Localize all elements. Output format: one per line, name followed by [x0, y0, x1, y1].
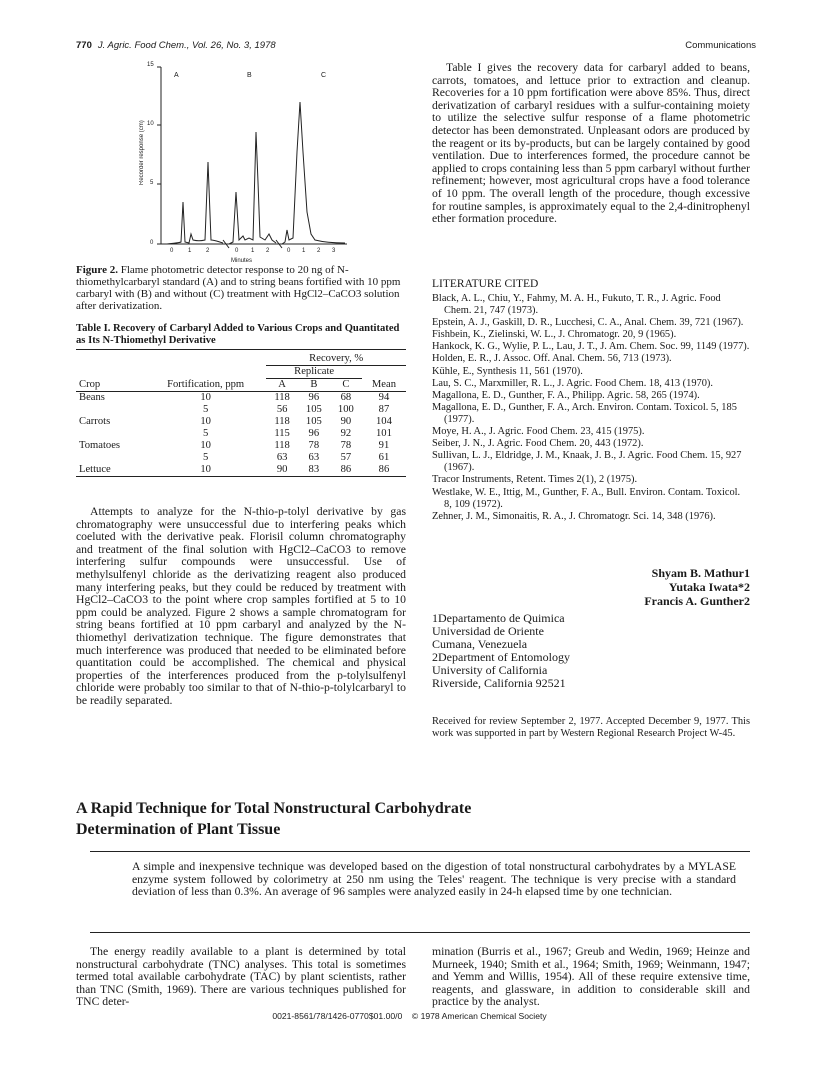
affiliation-line: Universidad de Oriente [432, 624, 544, 638]
table-cell: 118 [274, 392, 290, 403]
table-row [76, 452, 406, 464]
x-tick-label: 1 [302, 248, 306, 254]
table-cell: 90 [340, 416, 352, 427]
table-cell: 61 [378, 452, 390, 463]
paragraph: The energy readily available to a plant is determined by total nonstructural carbohydrate (TNC) analyses. This total is sometimes termed total available carbohydrate (TAC) by plant scientists, rather than TNC (Smith, 1969). There are various techniques published for TNC deter- [76, 945, 406, 1009]
intro-left-text [76, 946, 406, 1009]
table-cell: 92 [340, 428, 352, 439]
trace-label-b: B [247, 72, 252, 79]
table-cell: 105 [305, 404, 322, 415]
table-cell: 86 [378, 464, 390, 475]
table-cell: 10 [200, 416, 211, 427]
author-name: Francis A. Gunther2 [644, 594, 750, 608]
table-row [76, 464, 406, 477]
affiliation-block [432, 612, 682, 690]
reference-item: Magallona, E. D., Gunther, F. A., Arch. Environ. Contam. Toxicol. 5, 185 (1977). [432, 401, 737, 425]
x-tick-label: 1 [251, 248, 255, 254]
table-cell: 87 [378, 404, 390, 415]
table-cell: 63 [276, 452, 288, 463]
figure-caption-text: Flame photometric detector response to 20 ng of N-thiomethylcarbaryl standard (A) and to string beans fortified with 10 ppm carbaryl with (B) and without (C) treatment with HgCl2–CaCO3 solution after derivatization. [76, 264, 401, 312]
table-cell: 118 [274, 440, 290, 451]
table-row [76, 440, 406, 452]
table-row [76, 416, 406, 428]
affiliation-line: Cumana, Venezuela [432, 637, 528, 651]
table-row [76, 404, 406, 416]
table-col-crop: Crop [79, 378, 101, 390]
table-cell: Carrots [79, 416, 111, 427]
reference-item: Zehner, J. M., Simonaitis, R. A., J. Chromatogr. Sci. 14, 348 (1976). [432, 510, 716, 522]
page-number: 770 [76, 40, 92, 51]
table-cell: 101 [375, 428, 392, 439]
table-cell: 104 [375, 416, 392, 427]
left-body-text [76, 506, 406, 708]
figure-caption-label: Figure 2. [76, 264, 118, 276]
table-cell: 96 [308, 428, 320, 439]
table-cell: 68 [340, 392, 352, 403]
right-body-text [432, 62, 750, 226]
paragraph: Attempts to analyze for the N-thio-p-tolyl derivative by gas chromatography were unsuccessful due to interfering peaks which coeluted with the derivative peak. Florisil column chromatography and treatment of the final solution with HgCl2–CaCO3 to remove interfering sulfur compounds were unsuccessful. Use of methylsulfenyl chloride as the derivatizing reagent also produced many interfering peaks, but they could be reduced by treatment with HgCl2–CaCO3 to the point where crop samples fortified at 5 to 10 ppm could be analyzed. Figure 2 shows a sample chromatogram for string beans fortified at 10 ppm carbaryl and analyzed by the N-thiomethyl derivatization technique. The figure demonstrates that much interference was produced that needed to be eliminated before quantitation could be accomplished. The chemical and physical properties of the interferences produced from the p-tolylsulfenyl chloride were probably too similar to that of N-thio-p-tolylcarbaryl to be readily separated. [76, 505, 406, 707]
table-cell: 78 [340, 440, 352, 451]
table-cell: 5 [202, 428, 209, 439]
intro-right-text [432, 946, 750, 1009]
table-col-mean: Mean [371, 378, 396, 390]
y-tick-label: 10 [147, 121, 154, 127]
author-name: Shyam B. Mathur1 [651, 566, 750, 580]
reference-item: Fishbein, K., Zielinski, W. L., J. Chromatogr. 20, 9 (1965). [432, 329, 677, 341]
x-tick-label: 3 [332, 248, 336, 254]
table-cell: 5 [202, 404, 209, 415]
reference-item: Epstein, A. J., Gaskill, D. R., Lucchesi, C. A., Anal. Chem. 39, 721 (1967). [432, 317, 744, 329]
footer-code: 0021-8561/78/1426-0770$01.00/0 [272, 1011, 403, 1021]
table-title: Table I. Recovery of Carbaryl Added to Various Crops and Quantitated as Its N-Thiomethyl Derivative [76, 323, 400, 346]
reference-item: Sullivan, L. J., Eldridge, J. M., Knaak, J. B., J. Agric. Food Chem. 15, 927 (1967). [432, 450, 742, 474]
table-cell: 105 [305, 416, 322, 427]
received-note: Received for review September 2, 1977. Accepted December 9, 1977. This work was supported in part by Western Regional Research Project W-45. [432, 716, 750, 739]
y-tick-label: 15 [147, 62, 154, 68]
table-row [76, 392, 406, 405]
x-tick-label: 0 [287, 248, 291, 254]
table-cell: 56 [276, 404, 288, 415]
trace-label-a: A [174, 72, 179, 79]
reference-list [432, 293, 750, 523]
reference-item: Seiber, J. N., J. Agric. Food Chem. 20, 443 (1972). [432, 438, 644, 450]
table-cell: 100 [337, 404, 354, 415]
chromatogram-plot [135, 62, 365, 272]
table-cell [76, 428, 145, 440]
table-cell [76, 404, 145, 416]
reference-item: Kühle, E., Synthesis 11, 561 (1970). [432, 365, 583, 377]
table-cell: Beans [79, 392, 105, 403]
literature-heading: LITERATURE CITED [432, 278, 539, 290]
y-tick-label: 5 [150, 180, 154, 186]
table-subgroup-header: Replicate [266, 366, 361, 379]
table-cell: 118 [274, 416, 290, 427]
table-cell: 115 [274, 428, 290, 439]
reference-item: Westlake, W. E., Ittig, M., Gunther, F. A., Bull. Environ. Contam. Toxicol. 8, 109 (1972). [432, 486, 741, 510]
table-col-c: C [342, 379, 350, 390]
page-footer [0, 1011, 819, 1021]
article-title-line: A Rapid Technique for Total Nonstructural Carbohydrate [76, 800, 472, 817]
table-cell: Lettuce [79, 464, 111, 475]
table-cell: 94 [378, 392, 390, 403]
figure-caption [76, 264, 404, 312]
reference-item: Moye, H. A., J. Agric. Food Chem. 23, 415 (1975). [432, 426, 645, 438]
table-cell: 10 [200, 464, 211, 475]
table-cell: 5 [202, 452, 209, 463]
reference-item: Lau, S. C., Marxmiller, R. L., J. Agric. Food Chem. 18, 413 (1970). [432, 377, 713, 389]
table-col-fortification: Fortification, ppm [167, 379, 245, 390]
paragraph: mination (Burris et al., 1967; Greub and Wedin, 1969; Heinze and Murneek, 1940; Smith et al., 1964; Smith, 1969; Weinmann, 1947; and Yemm and Willis, 1954). All of these require extensive time, reagents, and glassware, in addition to considerable skill and practice by the analyst. [432, 945, 750, 1009]
table-cell: 86 [340, 464, 352, 475]
table-col-b: B [310, 379, 318, 390]
x-tick-label: 0 [235, 248, 239, 254]
table-col-a: A [278, 379, 286, 390]
article-title-line: Determination of Plant Tissue [76, 821, 281, 838]
affiliation-line: Riverside, California 92521 [432, 676, 566, 690]
table-cell: 63 [308, 452, 320, 463]
table-cell: 10 [200, 440, 211, 451]
table-cell: 10 [200, 392, 211, 403]
journal-citation: J. Agric. Food Chem., Vol. 26, No. 3, 1978 [97, 40, 276, 51]
table-cell: 90 [276, 464, 288, 475]
author-name: Yutaka Iwata*2 [668, 580, 750, 594]
reference-item: Magallona, E. D., Gunther, F. A., Philipp. Agric. 58, 265 (1974). [432, 389, 700, 401]
table-group-header: Recovery, % [266, 353, 406, 366]
section-label: Communications [685, 40, 756, 51]
table-cell: 91 [378, 440, 390, 451]
table-cell: 57 [340, 452, 352, 463]
table-cell: Tomatoes [79, 440, 121, 451]
affiliation-line: 2Department of Entomology [432, 650, 570, 664]
x-tick-label: 0 [170, 248, 174, 254]
reference-item: Tracor Instruments, Retent. Times 2(1), 2 (1975). [432, 474, 638, 486]
affiliation-line: 1Departamento de Quimica [432, 611, 565, 625]
table-cell [76, 452, 145, 464]
table-row [76, 428, 406, 440]
reference-item: Hankock, K. G., Wylie, P. L., Lau, J. T., J. Am. Chem. Soc. 99, 1149 (1977). [432, 341, 750, 353]
trace-a [167, 162, 223, 244]
reference-item: Black, A. L., Chiu, Y., Fahmy, M. A. H., Fukuto, T. R., J. Agric. Food Chem. 21, 747 (1973). [432, 293, 721, 317]
reference-item: Holden, E. R., J. Assoc. Off. Anal. Chem. 56, 713 (1973). [432, 353, 672, 365]
x-tick-label: 2 [317, 248, 321, 254]
table-cell: 83 [308, 464, 320, 475]
trace-label-c: C [321, 72, 327, 79]
chromatogram-figure [135, 62, 365, 272]
table-cell: 96 [308, 392, 320, 403]
table-cell: 78 [308, 440, 320, 451]
y-tick-label: 0 [150, 240, 154, 246]
x-tick-label: 2 [206, 248, 210, 254]
article-title [76, 798, 750, 840]
author-block [560, 566, 750, 608]
trace-b [229, 132, 276, 244]
affiliation-line: University of California [432, 663, 548, 677]
footer-copyright: © 1978 American Chemical Society [411, 1011, 547, 1021]
paragraph: Table I gives the recovery data for carbaryl added to beans, carrots, tomatoes, and lettuce prior to extraction and cleanup. Recoveries for a 10 ppm fortification were above 85%. Thus, direct derivatization of carbaryl residues with a sulfur-containing moiety to utilize the selective sulfur response of a flame photometric detector has been demonstrated. Unpleasant odors are produced by the reagent or its by-products, but can be largely contained by good ventilation. Due to interferences formed, the procedure cannot be applied to crops containing less than 5 ppm carbaryl without further refinement; however, most agricultural crops have a food tolerance of 10 ppm. The overall length of the procedure, though excessive for routine samples, is approximately equal to the 2,4-dinitrophenyl ether formation procedure. [432, 61, 750, 226]
trace-c [282, 102, 345, 244]
x-tick-label: 1 [188, 248, 192, 254]
running-header [76, 40, 756, 54]
recovery-table [76, 353, 406, 477]
y-axis-label: Recorder response (cm) [139, 120, 145, 186]
x-tick-label: 2 [266, 248, 270, 254]
x-axis-label: Minutes [231, 258, 253, 264]
abstract: A simple and inexpensive technique was developed based on the digestion of total nonstructural carbohydrates by a MYLASE enzyme system followed by colorimetry at 250 nm using the Teles' reagent. The technique is very precise with a standard deviation of less than 0.3%. An average of 96 samples were analyzed easily in 24-h elapsed time by one technician. [132, 860, 736, 899]
